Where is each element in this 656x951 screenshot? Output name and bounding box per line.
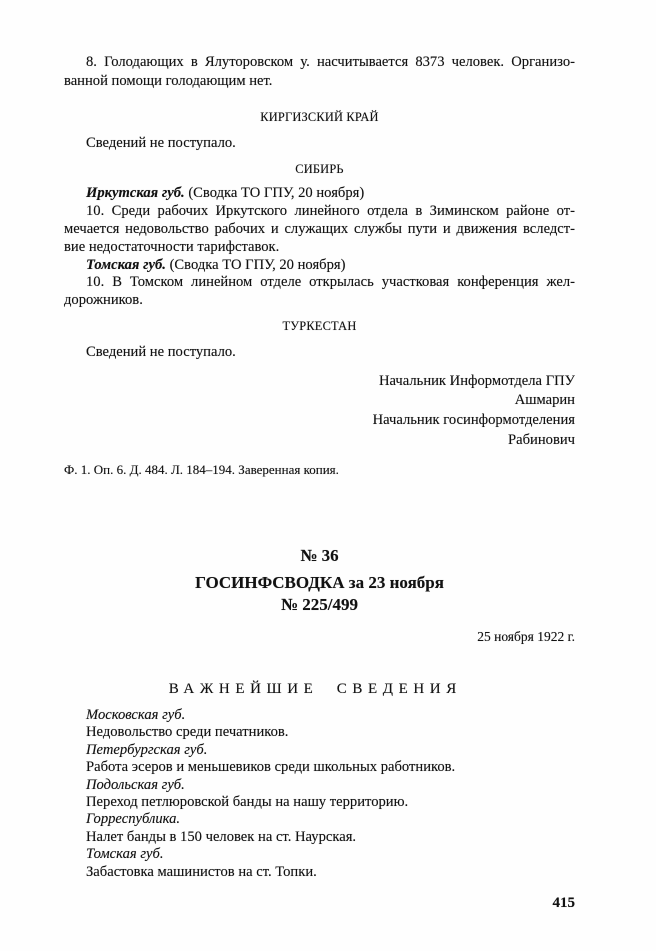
item-summary-4: Налет банды в 150 человек на ст. Наурская. <box>86 829 357 845</box>
item-region-1: Московская губ. <box>86 707 186 723</box>
item-summary-3: Переход петлюровской банды на нашу территорию. <box>86 794 409 810</box>
irkutsk-line-3: вие недостаточности тарифставок. <box>64 239 280 255</box>
kirgiz-krai-heading: КИРГИЗСКИЙ КРАЙ <box>260 110 379 124</box>
item-region-2: Петербургская губ. <box>86 742 208 758</box>
tomsk-header <box>86 256 345 274</box>
archive-reference: Ф. 1. Оп. 6. Д. 484. Л. 184–194. Заверенная копия. <box>64 462 339 477</box>
irkutsk-region: Иркутская губ. <box>86 185 185 201</box>
kirgiz-krai-text: Сведений не поступало. <box>86 135 236 151</box>
item-summary-5: Забастовка машинистов на ст. Топки. <box>86 864 317 880</box>
tomsk-source: (Сводка ТО ГПУ, 20 ноября) <box>169 257 346 273</box>
irkutsk-line-1: 10. Среди рабочих Иркутского линейного отдела в Зиминском районе от- <box>86 203 575 219</box>
irkutsk-source: (Сводка ТО ГПУ, 20 ноября) <box>188 185 365 201</box>
tomsk-line-2: дорожников. <box>64 292 143 308</box>
item8-line-2: ванной помощи голодающим нет. <box>64 73 273 89</box>
turkestan-text: Сведений не поступало. <box>86 344 236 360</box>
item-region-3: Подольская губ. <box>86 777 185 793</box>
registry-number: № 225/499 <box>280 595 359 614</box>
document-title: ГОСИНФСВОДКА за 23 ноября <box>195 573 444 592</box>
signature-name-1: Ашмарин <box>514 392 575 408</box>
item-region-5: Томская губ. <box>86 846 164 862</box>
document-number: № 36 <box>300 546 339 565</box>
turkestan-heading: ТУРКЕСТАН <box>282 319 357 333</box>
item8-line-1: 8. Голодающих в Ялуторовском у. насчитывается 8373 человек. Организо- <box>86 54 575 70</box>
item-region-4: Горреспублика. <box>86 811 181 827</box>
siberia-heading: СИБИРЬ <box>295 162 344 176</box>
irkutsk-line-2: мечается недовольство рабочих и служащих службы пути и движения вследст- <box>64 221 575 237</box>
document-date: 25 ноября 1922 г. <box>477 629 575 644</box>
page-number: 415 <box>552 895 575 911</box>
tomsk-line-1: 10. В Томском линейном отделе открылась участковая конференция жел- <box>86 274 575 290</box>
signature-title-2: Начальник госинформотделения <box>372 412 575 428</box>
item-summary-1: Недовольство среди печатников. <box>86 724 289 740</box>
signature-title-1: Начальник Информотдела ГПУ <box>379 373 575 389</box>
irkutsk-header <box>86 184 364 202</box>
section-heading: ВАЖНЕЙШИЕ СВЕДЕНИЯ <box>168 681 462 697</box>
signature-name-2: Рабинович <box>508 432 575 448</box>
tomsk-region: Томская губ. <box>86 257 166 273</box>
item-summary-2: Работа эсеров и меньшевиков среди школьных работников. <box>86 759 456 775</box>
